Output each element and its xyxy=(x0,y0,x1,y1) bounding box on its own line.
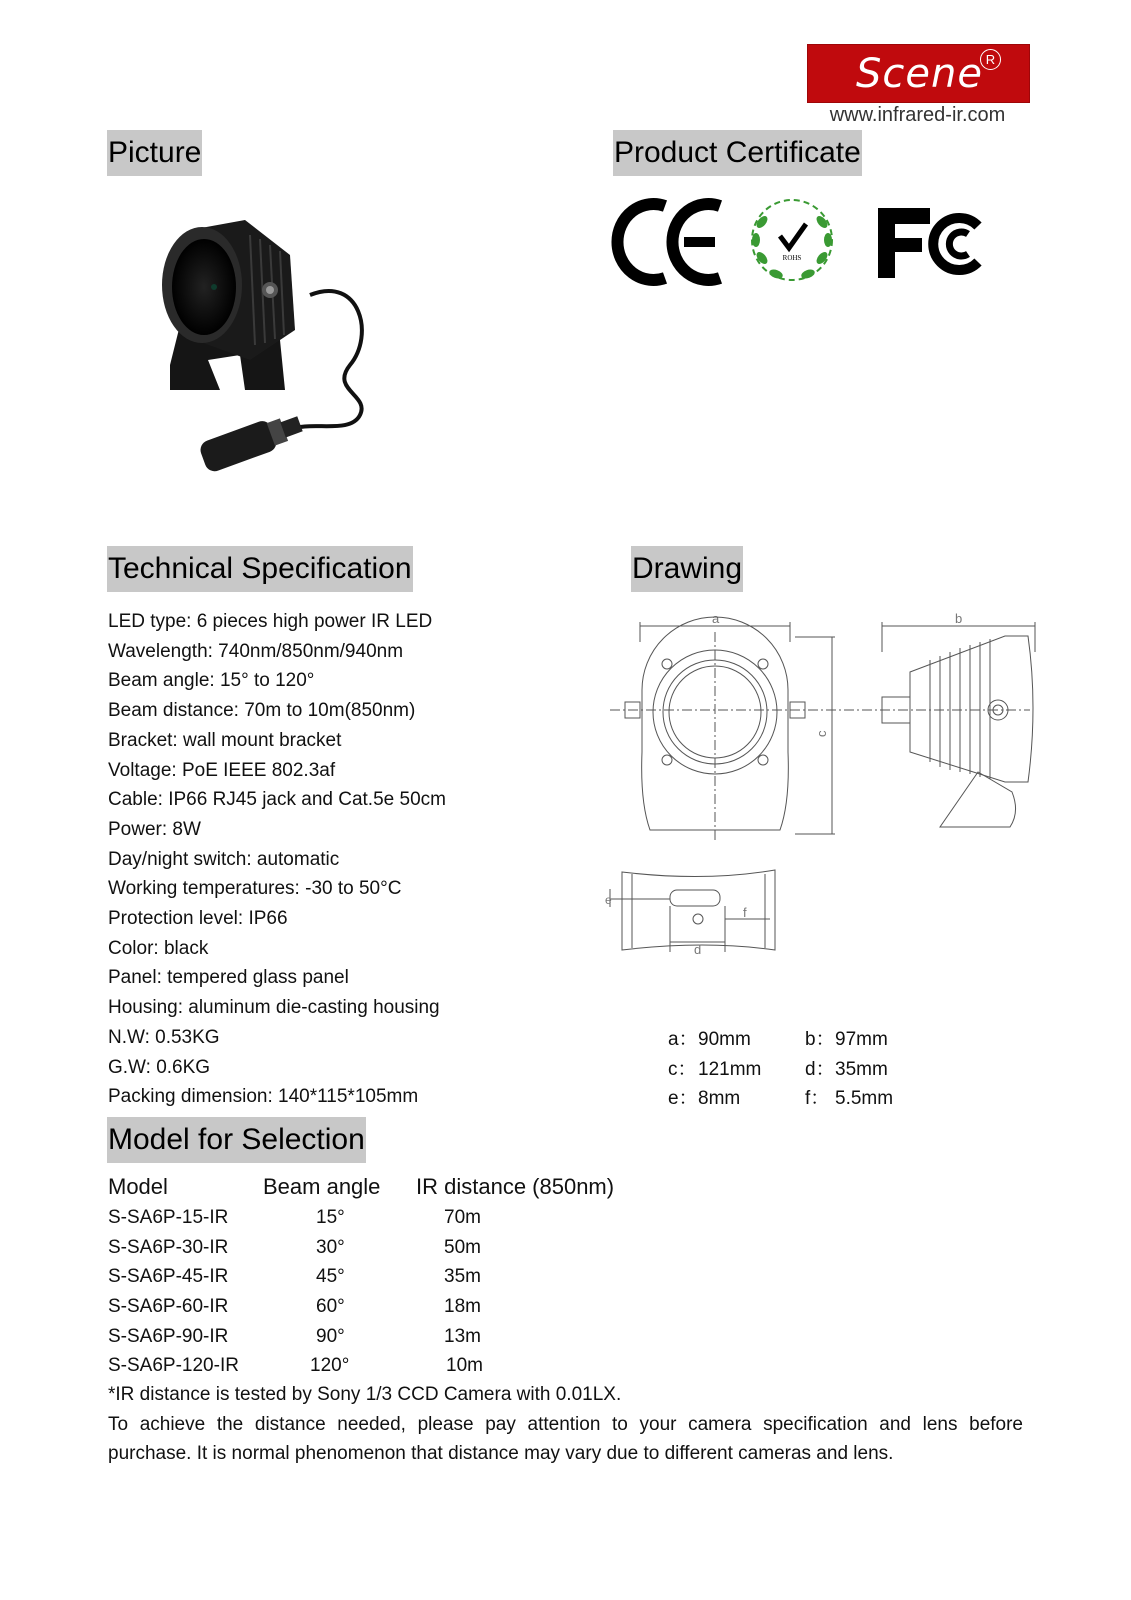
fcc-icon xyxy=(878,208,978,278)
table-row xyxy=(108,1233,676,1263)
note-line-2: purchase. It is normal phenomenon that distance may vary due to different cameras and lens. xyxy=(108,1443,894,1465)
section-certificate: Product Certificate xyxy=(613,130,862,176)
cell-distance: 13m xyxy=(444,1325,481,1347)
cell-distance: 50m xyxy=(444,1236,481,1258)
cell-angle: 90° xyxy=(316,1325,345,1347)
cell-angle: 30° xyxy=(316,1236,345,1258)
cell-angle: 60° xyxy=(316,1296,345,1318)
spec-item: Voltage: PoE IEEE 802.3af xyxy=(108,759,336,781)
spec-item: Wavelength: 740nm/850nm/940nm xyxy=(108,640,404,662)
dimension-row xyxy=(668,1055,942,1085)
spec-item: LED type: 6 pieces high power IR LED xyxy=(108,611,433,632)
spec-item: Color: black xyxy=(108,937,209,959)
cell-model: S-SA6P-30-IR xyxy=(108,1236,229,1258)
table-row xyxy=(108,1351,676,1381)
svg-text:ROHS: ROHS xyxy=(782,254,802,262)
brand-url: www.infrared-ir.com xyxy=(829,104,1006,126)
cell-angle: 45° xyxy=(316,1266,345,1288)
dim-value: 8mm xyxy=(698,1088,741,1110)
cell-distance: 70m xyxy=(444,1207,481,1228)
section-picture: Picture xyxy=(107,130,202,176)
cell-model: S-SA6P-15-IR xyxy=(108,1207,229,1228)
table-row xyxy=(108,1292,676,1322)
table-row xyxy=(108,1262,676,1292)
ce-mark-icon xyxy=(617,204,720,280)
table-row xyxy=(108,1322,676,1352)
cell-angle: 120° xyxy=(310,1355,350,1377)
drawing-label-d: d xyxy=(694,942,702,957)
drawing-label-e: e xyxy=(605,893,612,907)
rohs-icon xyxy=(752,200,832,280)
header-model: Model xyxy=(108,1174,168,1199)
cell-distance: 18m xyxy=(444,1296,481,1318)
spec-item: Beam angle: 15° to 120° xyxy=(108,670,315,692)
spec-item: Power: 8W xyxy=(108,818,201,840)
spec-item: Bracket: wall mount bracket xyxy=(108,729,342,751)
spec-item: Day/night switch: automatic xyxy=(108,848,340,870)
header-ir-distance: IR distance (850nm) xyxy=(416,1174,615,1199)
cell-model: S-SA6P-120-IR xyxy=(108,1355,239,1377)
certificate-logos xyxy=(620,198,1010,288)
spec-item: Cable: IP66 RJ45 jack and Cat.5e 50cm xyxy=(108,789,446,811)
spec-item: Protection level: IP66 xyxy=(108,908,288,930)
dim-value: 5.5mm xyxy=(835,1088,894,1110)
table-header xyxy=(108,1171,676,1203)
dim-key: d： xyxy=(805,1058,835,1080)
spec-item: Working temperatures: -30 to 50°C xyxy=(108,878,402,900)
dim-value: 97mm xyxy=(835,1029,888,1050)
note-line-1: To achieve the distance needed, please pay attention to your camera specification and lens before xyxy=(108,1413,1023,1435)
spec-item: Housing: aluminum die-casting housing xyxy=(108,997,440,1019)
notes xyxy=(108,1380,1023,1469)
model-table xyxy=(108,1171,676,1381)
technical-drawing xyxy=(605,611,1060,972)
dimension-row xyxy=(668,1084,942,1114)
logo-text: Scene xyxy=(856,51,983,97)
dim-value: 121mm xyxy=(698,1058,762,1080)
spec-item: Packing dimension: 140*115*105mm xyxy=(108,1086,419,1108)
cell-model: S-SA6P-90-IR xyxy=(108,1325,229,1347)
front-view xyxy=(610,611,1030,842)
dim-key: f： xyxy=(805,1088,830,1110)
dim-key: b： xyxy=(805,1029,835,1050)
dim-value: 90mm xyxy=(698,1029,751,1050)
registered-mark: R xyxy=(980,49,1001,70)
spec-item: Beam distance: 70m to 10m(850nm) xyxy=(108,700,416,722)
drawing-label-b: b xyxy=(955,611,963,626)
header-beam-angle: Beam angle xyxy=(263,1174,381,1199)
cell-distance: 10m xyxy=(446,1355,483,1377)
cell-angle: 15° xyxy=(316,1207,345,1228)
drawing-label-a: a xyxy=(712,611,720,626)
table-row xyxy=(108,1203,676,1233)
dim-key: a： xyxy=(668,1029,698,1050)
cell-distance: 35m xyxy=(444,1266,481,1288)
brand-logo xyxy=(807,44,1030,103)
spec-list xyxy=(108,607,446,1112)
dimension-list xyxy=(668,1025,942,1114)
drawing-label-f: f xyxy=(743,905,747,920)
cell-model: S-SA6P-45-IR xyxy=(108,1266,229,1288)
dimension-row xyxy=(668,1025,942,1055)
section-tech-spec: Technical Specification xyxy=(107,546,413,592)
section-model-selection: Model for Selection xyxy=(107,1117,366,1163)
bottom-view xyxy=(605,870,775,957)
spec-item: Panel: tempered glass panel xyxy=(108,967,349,989)
section-drawing: Drawing xyxy=(631,546,743,592)
spec-item: G.W: 0.6KG xyxy=(108,1056,211,1078)
dim-value: 35mm xyxy=(835,1058,888,1080)
product-photo xyxy=(160,215,400,505)
side-view xyxy=(882,611,1035,827)
dim-key: e： xyxy=(668,1088,698,1110)
drawing-label-c: c xyxy=(814,730,829,737)
spec-item: N.W: 0.53KG xyxy=(108,1026,220,1048)
footnote: *IR distance is tested by Sony 1/3 CCD Camera with 0.01LX. xyxy=(108,1384,622,1405)
cell-model: S-SA6P-60-IR xyxy=(108,1296,229,1318)
dim-key: c： xyxy=(668,1058,697,1080)
